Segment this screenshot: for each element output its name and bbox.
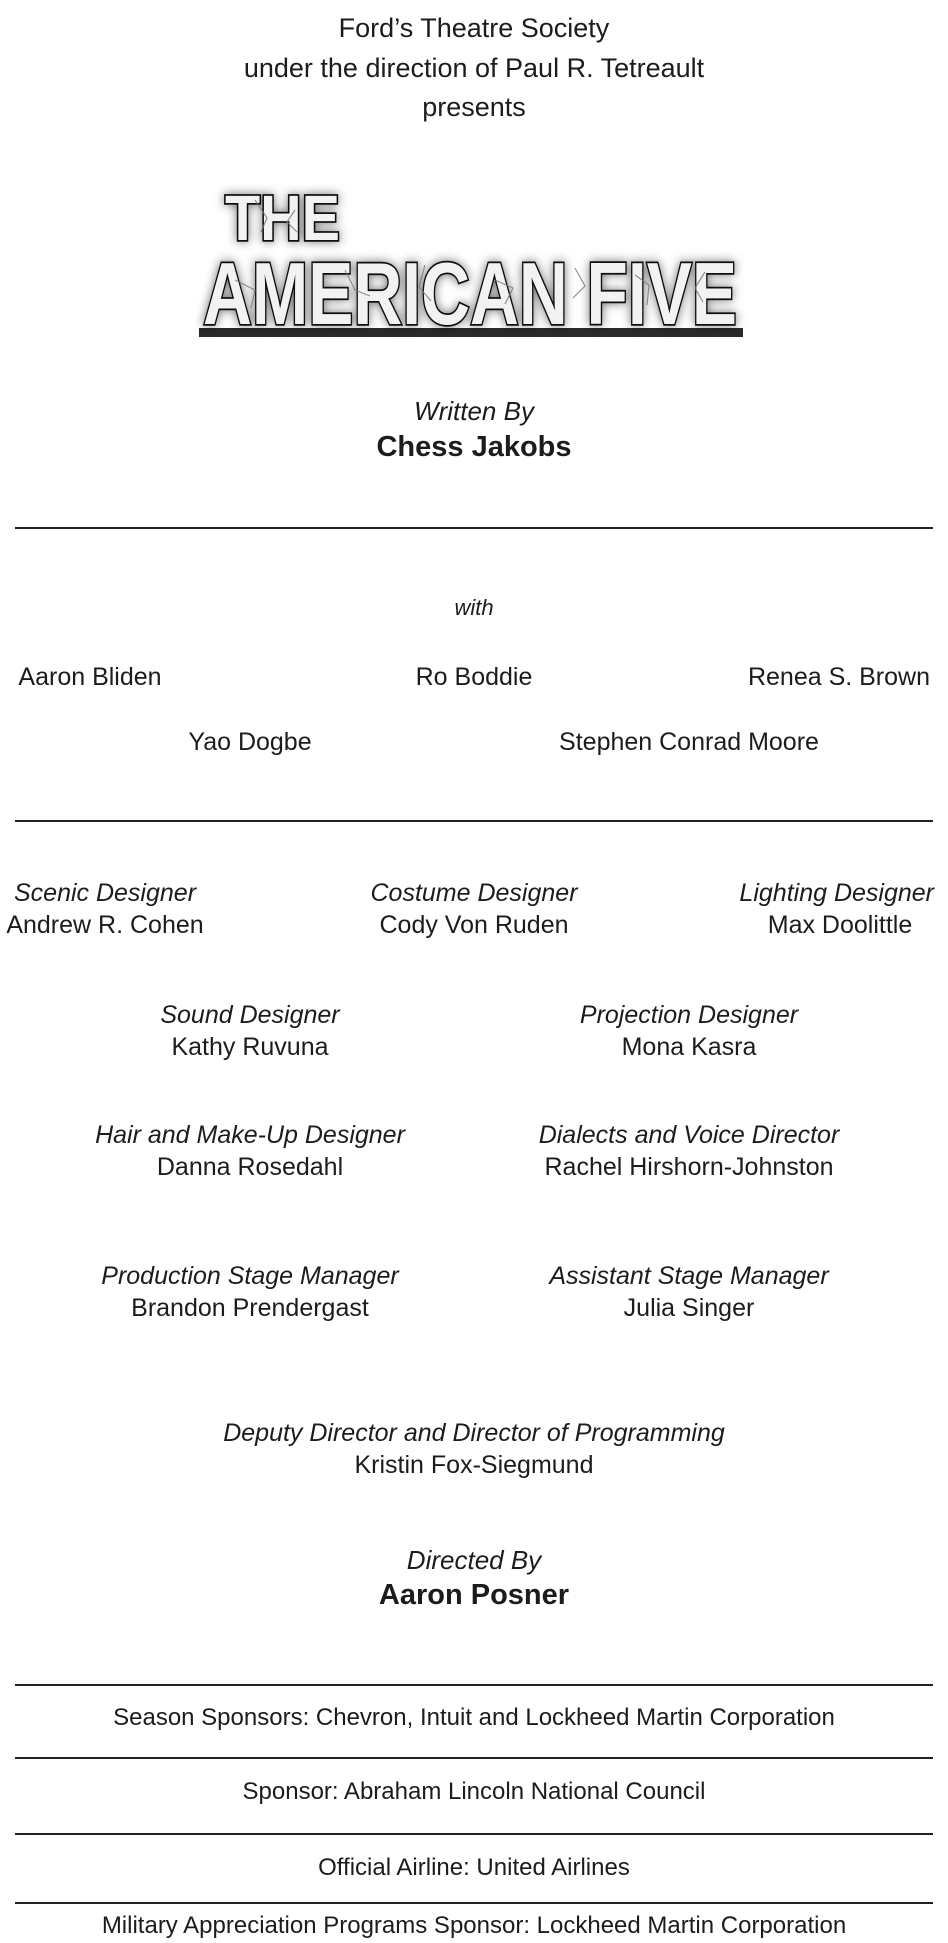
crew-credit (519, 1119, 859, 1183)
crew-credit (519, 1260, 859, 1324)
crew-role: Hair and Make-Up Designer (95, 1121, 405, 1149)
divider (15, 1684, 933, 1686)
divider (15, 527, 933, 529)
crew-role: Sound Designer (160, 1001, 340, 1029)
director-name: Aaron Posner (378, 1579, 570, 1611)
sponsor-line: Military Appreciation Programs Sponsor: Lockheed Martin Corporation (101, 1912, 847, 1939)
crew-credit (0, 877, 210, 941)
crew-name: Danna Rosedahl (156, 1153, 344, 1181)
crew-name: Kathy Ruvuna (171, 1033, 329, 1061)
cast-member: Renea S. Brown (747, 663, 930, 691)
crew-role: Assistant Stage Manager (549, 1262, 829, 1290)
logo-line-2: AMERICAN FIVE (203, 244, 737, 343)
cast-label: with (454, 595, 494, 620)
crew-credit (80, 1119, 420, 1183)
crew-credit (0, 1417, 948, 1481)
crew-name: Mona Kasra (621, 1033, 757, 1061)
divider (15, 1757, 933, 1759)
crew-name: Brandon Prendergast (131, 1294, 369, 1322)
crew-credit (539, 999, 839, 1063)
presents-line: presents (422, 92, 526, 122)
crew-role: Costume Designer (370, 879, 578, 907)
crew-role: Scenic Designer (13, 879, 197, 907)
sponsor-line: Official Airline: United Airlines (318, 1854, 630, 1881)
presenter-line: Ford’s Theatre Society (338, 13, 610, 43)
writer-name: Chess Jakobs (376, 431, 572, 463)
divider (15, 1902, 933, 1904)
direction-line: under the direction of Paul R. Tetreault (243, 53, 705, 83)
sponsor-line: Sponsor: Abraham Lincoln National Council (242, 1778, 706, 1805)
crew-role: Deputy Director and Director of Programming (223, 1419, 725, 1447)
crew-name: Max Doolittle (767, 911, 913, 939)
crew-name: Rachel Hirshorn-Johnston (544, 1153, 834, 1181)
divider (15, 1833, 933, 1835)
cast-member: Stephen Conrad Moore (559, 728, 819, 756)
crew-credit (324, 877, 624, 941)
crew-role: Projection Designer (579, 1001, 799, 1029)
sponsor-line: Season Sponsors: Chevron, Intuit and Lockheed Martin Corporation (113, 1704, 835, 1731)
crew-name: Cody Von Ruden (379, 911, 569, 939)
crew-credit (100, 999, 400, 1063)
crew-credit (728, 877, 948, 941)
director-role: Directed By (406, 1545, 542, 1575)
show-title-logo (195, 180, 755, 345)
cast-member: Ro Boddie (415, 663, 533, 691)
crew-name: Julia Singer (623, 1294, 755, 1322)
crew-credit (80, 1260, 420, 1324)
divider (15, 820, 933, 822)
cast-member: Yao Dogbe (188, 728, 312, 756)
writer-role: Written By (414, 396, 534, 426)
crew-role: Lighting Designer (739, 879, 934, 907)
crew-name: Andrew R. Cohen (6, 911, 204, 939)
crew-role: Dialects and Voice Director (538, 1121, 840, 1149)
cast-member: Aaron Bliden (18, 663, 162, 691)
crew-name: Kristin Fox-Siegmund (354, 1451, 594, 1479)
logo-line-1: THE (225, 182, 340, 254)
crew-role: Production Stage Manager (101, 1262, 399, 1290)
